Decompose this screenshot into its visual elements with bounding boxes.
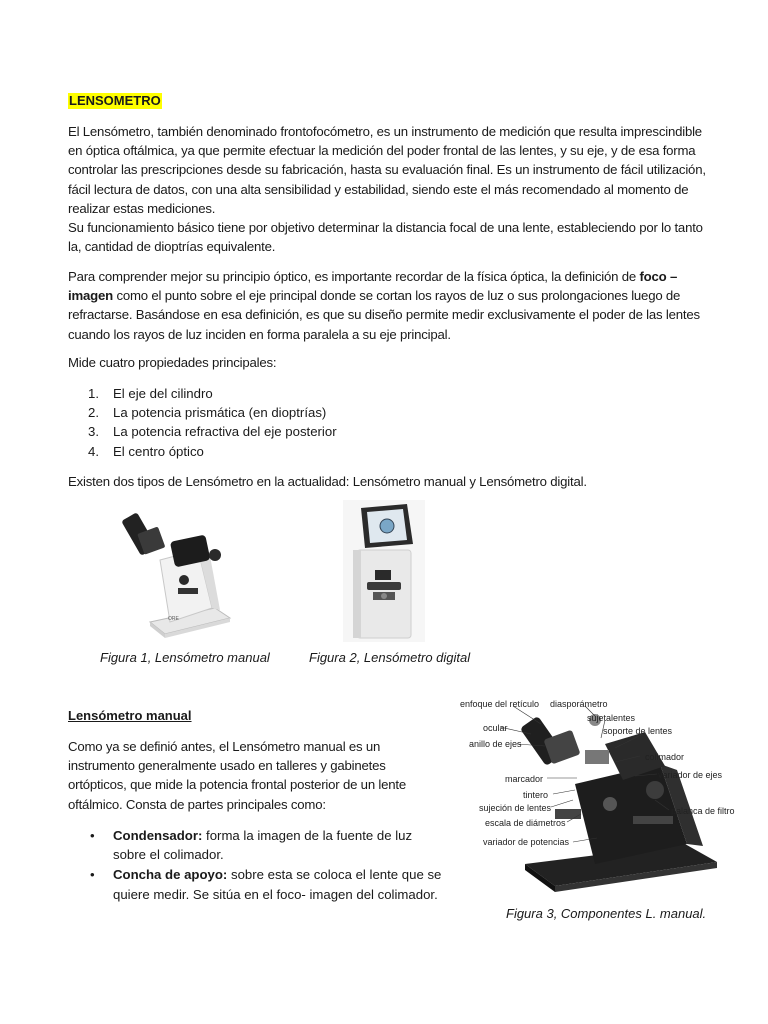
digital-lensometer-image	[343, 500, 425, 642]
part-name: Condensador:	[113, 828, 203, 843]
label-marker: marcador	[505, 774, 544, 784]
label-diasporameter: diasporámetro	[550, 699, 608, 709]
part-name: Concha de apoyo:	[113, 867, 228, 883]
manual-paragraph: Como ya se definió antes, el Lensómetro manual es un instrumento generalmente usado en talleres y gabinetes ortópticos, que mide la potencia frontal posterior de un lente oftálmico. Consta de partes principales como:	[68, 739, 407, 812]
intro-paragraph: El Lensómetro, también denominado frontofocómetro, es un instrumento de medición que resulta imprescindible en óptica oftálmica, ya que permite efectuar la medición del poder frontal de las lentes, y su eje, y de esa forma controlar las prescripciones desde su fabricación, hasta su evaluación final. Es un instrumento de fácil utilización, fácil lectura de datos, con una alta sensibilidad y estabilidad, siendo este el más recomendado al momento de realizar estas mediciones.	[68, 124, 706, 216]
label-lens-clamp: sujetalentes	[587, 713, 636, 723]
list-item	[88, 826, 448, 864]
list-item	[88, 442, 488, 461]
list-text: El centro óptico	[113, 443, 204, 459]
label-lens-support: soporte de lentes	[603, 726, 673, 736]
label-power-variator: variador de potencias	[483, 837, 570, 847]
bullet-icon: •	[90, 828, 95, 843]
label-lens-holding: sujeción de lentes	[479, 803, 552, 813]
list-text: El eje del cilindro	[113, 386, 213, 401]
page-title: LENSOMETRO	[69, 93, 161, 108]
properties-intro: Mide cuatro propiedades principales:	[68, 355, 277, 370]
figure-3-caption: Figura 3, Componentes L. manual.	[506, 906, 707, 921]
properties-list	[88, 384, 488, 461]
label-axis-variator: variador de ejes	[658, 770, 723, 780]
list-item	[88, 403, 488, 422]
label-collimator: colimador	[645, 752, 685, 762]
list-number: 1.	[88, 386, 99, 401]
components-diagram	[455, 694, 755, 899]
bullet-icon: •	[90, 867, 95, 883]
optics-text-pre: Para comprender mejor su principio óptico, es importante recordar de la física óptica, la definición de	[68, 269, 640, 284]
section-heading: Lensómetro manual	[68, 708, 192, 723]
label-reticle-focus: enfoque del retículo	[460, 699, 540, 709]
label-filter-lever: palanca de filtro	[671, 806, 735, 816]
label-eyepiece: ocular	[483, 723, 508, 733]
list-number: 2.	[88, 405, 99, 421]
svg-text:ORE: ORE	[168, 616, 179, 622]
list-text: La potencia refractiva del eje posterior	[113, 424, 337, 440]
part-description: forma la imagen de la fuente de luz sobre el colimador.	[113, 828, 413, 863]
list-item	[88, 865, 448, 903]
types-paragraph: Existen dos tipos de Lensómetro en la actualidad: Lensómetro manual y Lensómetro digital.	[68, 474, 587, 489]
list-item	[88, 422, 488, 441]
figure-2-caption: Figura 2, Lensómetro digital	[309, 650, 471, 665]
optics-text-post: como el punto sobre el eje principal donde se cortan los rayos de luz o sus prolongaciones luego de refractarse. Basándose en esa definición, es que su diseño permite medir exclusivamente el poder de las lentes cuando los rayos de luz inciden en forma paralela a su eje principal.	[68, 288, 700, 342]
label-inkwell: tintero	[523, 790, 549, 800]
manual-lensometer-image	[120, 500, 240, 640]
list-text: La potencia prismática (en dioptrías)	[113, 405, 327, 421]
list-number: 3.	[88, 424, 99, 440]
optics-bold-term: foco – imagen	[68, 269, 678, 304]
figure-1-caption: Figura 1, Lensómetro manual	[100, 650, 270, 665]
part-description: sobre esta se coloca el lente que se quiere medir. Se sitúa en el foco- imagen del colimador.	[113, 867, 442, 902]
function-paragraph: Su funcionamiento básico tiene por objetivo determinar la distancia focal de una lente, estableciendo por lo tanto la, cantidad de dioptrías equivalente.	[68, 220, 703, 255]
label-axis-ring: anillo de ejes	[469, 739, 522, 749]
list-number: 4.	[88, 443, 99, 459]
label-diameter-scale: escala de diámetros	[485, 818, 566, 828]
optics-paragraph	[68, 267, 708, 344]
parts-list	[88, 826, 448, 905]
list-item	[88, 384, 488, 403]
